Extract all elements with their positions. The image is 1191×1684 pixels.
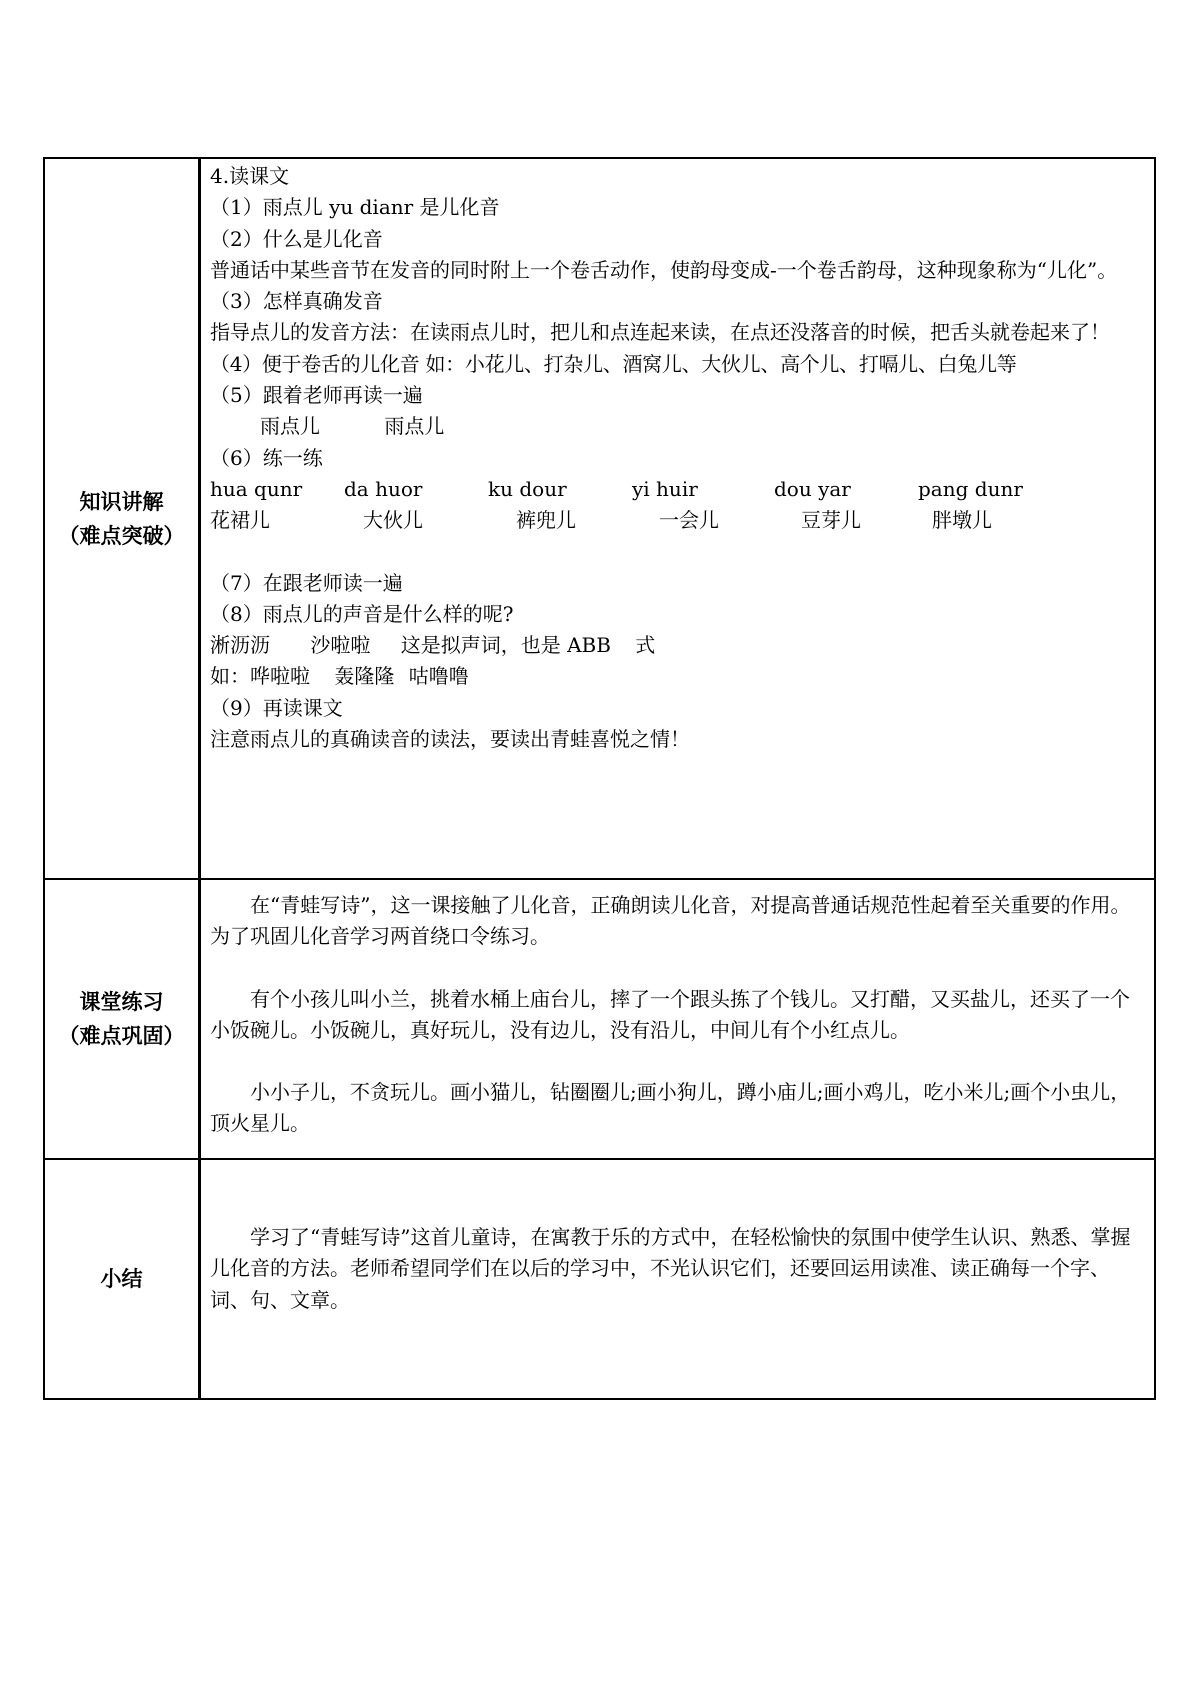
text-line: （2）什么是儿化音 [210, 226, 383, 251]
text-line: 4.读课文 [210, 164, 290, 188]
table-row [44, 158, 1155, 879]
label-line: （难点突破） [58, 523, 185, 548]
text-line: （8）雨点儿的声音是什么样的呢? [210, 601, 514, 626]
pinyin-row [210, 474, 1146, 505]
pinyin-word: hua qunr [210, 476, 303, 501]
hanzi-word: 大伙儿 [363, 508, 423, 533]
hanzi-row [210, 505, 1146, 536]
text-fragment: 这是拟声词，也是 ABB [400, 633, 611, 658]
hanzi-word: 一会儿 [659, 508, 719, 533]
text-fragment: 式 [635, 633, 656, 658]
label-line: 小结 [100, 1267, 143, 1291]
content-cell-practice [200, 879, 1156, 1159]
pinyin-word: yi huir [632, 476, 698, 501]
text-paragraph: 小小子儿，不贪玩儿。画小猫儿，钻圈圈儿;画小狗儿，蹲小庙儿;画小鸡儿，吃小米儿;画个小虫儿，顶火星儿。 [210, 1080, 1131, 1136]
pinyin-word: ku dour [488, 476, 567, 501]
text-line: 注意雨点儿的真确读音的读法，要读出青蛙喜悦之情！ [210, 727, 690, 752]
row-label-knowledge [44, 158, 200, 879]
pinyin-word: dou yar [774, 476, 851, 501]
table-row [44, 1159, 1155, 1399]
content-cell-summary [200, 1159, 1156, 1399]
pinyin-word: da huor [344, 476, 423, 501]
pinyin-word: pang dunr [918, 476, 1023, 501]
content-cell-knowledge [200, 158, 1156, 879]
text-line: （3）怎样真确发音 [210, 289, 383, 314]
hanzi-word: 胖墩儿 [932, 508, 992, 533]
text-line: （5）跟着老师再读一遍 [210, 383, 423, 408]
label-line: 知识讲解 [79, 489, 164, 514]
label-line: （难点巩固） [58, 1024, 185, 1048]
onomatopoeia-word: 咕噜噜 [408, 664, 469, 689]
onomatopoeia-word: 沙啦啦 [310, 633, 371, 658]
text-line: （6）练一练 [210, 445, 323, 470]
text-paragraph: 学习了“青蛙写诗”这首儿童诗，在寓教于乐的方式中，在轻松愉快的氛围中使学生认识、熟悉、掌握儿化音的方法。老师希望同学们在以后的学习中，不光认识它们，还要回运用读准、读正确每一个字、词、句、文章。 [210, 1225, 1131, 1312]
text-line: （1）雨点儿 yu dianr 是儿化音 [210, 195, 500, 220]
table-row [44, 879, 1155, 1159]
text-line: （7）在跟老师读一遍 [210, 570, 403, 595]
text-paragraph: 有个小孩儿叫小兰，挑着水桶上庙台儿，摔了一个跟头拣了个钱儿。又打醋，又买盐儿，还买了一个小饭碗儿。小饭碗儿，真好玩儿，没有边儿，没有沿儿，中间儿有个小红点儿。 [210, 986, 1130, 1042]
text-paragraph: 指导点儿的发音方法：在读雨点儿时，把儿和点连起来读，在点还没落音的时候，把舌头就卷起来了！ [210, 320, 1110, 345]
row-label-summary [44, 1159, 200, 1399]
practice-word: 雨点儿 [384, 414, 445, 439]
text-paragraph: 普通话中某些音节在发音的同时附上一个卷舌动作，使韵母变成-一个卷舌韵母，这种现象称为“儿化”。 [210, 257, 1118, 282]
text-line: （9）再读课文 [210, 695, 343, 720]
text-paragraph: 在“青蛙写诗”，这一课接触了儿化音，正确朗读儿化音，对提高普通话规范性起着至关重要的作用。为了巩固儿化音学习两首绕口令练习。 [210, 893, 1131, 949]
hanzi-word: 花裙儿 [210, 508, 270, 533]
text-line: （4）便于卷舌的儿化音 如：小花儿、打杂儿、酒窝儿、大伙儿、高个儿、打嗝儿、白兔儿等 [210, 351, 1017, 376]
label-line: 课堂练习 [79, 990, 164, 1014]
hanzi-word: 豆芽儿 [801, 508, 861, 533]
row-label-practice [44, 879, 200, 1159]
text-fragment: 如：哗啦啦 [210, 664, 310, 689]
hanzi-word: 裤兜儿 [516, 508, 576, 533]
practice-word: 雨点儿 [260, 414, 320, 439]
onomatopoeia-word: 淅沥沥 [210, 633, 270, 658]
onomatopoeia-word: 轰隆隆 [334, 664, 395, 689]
lesson-table [43, 157, 1156, 1400]
